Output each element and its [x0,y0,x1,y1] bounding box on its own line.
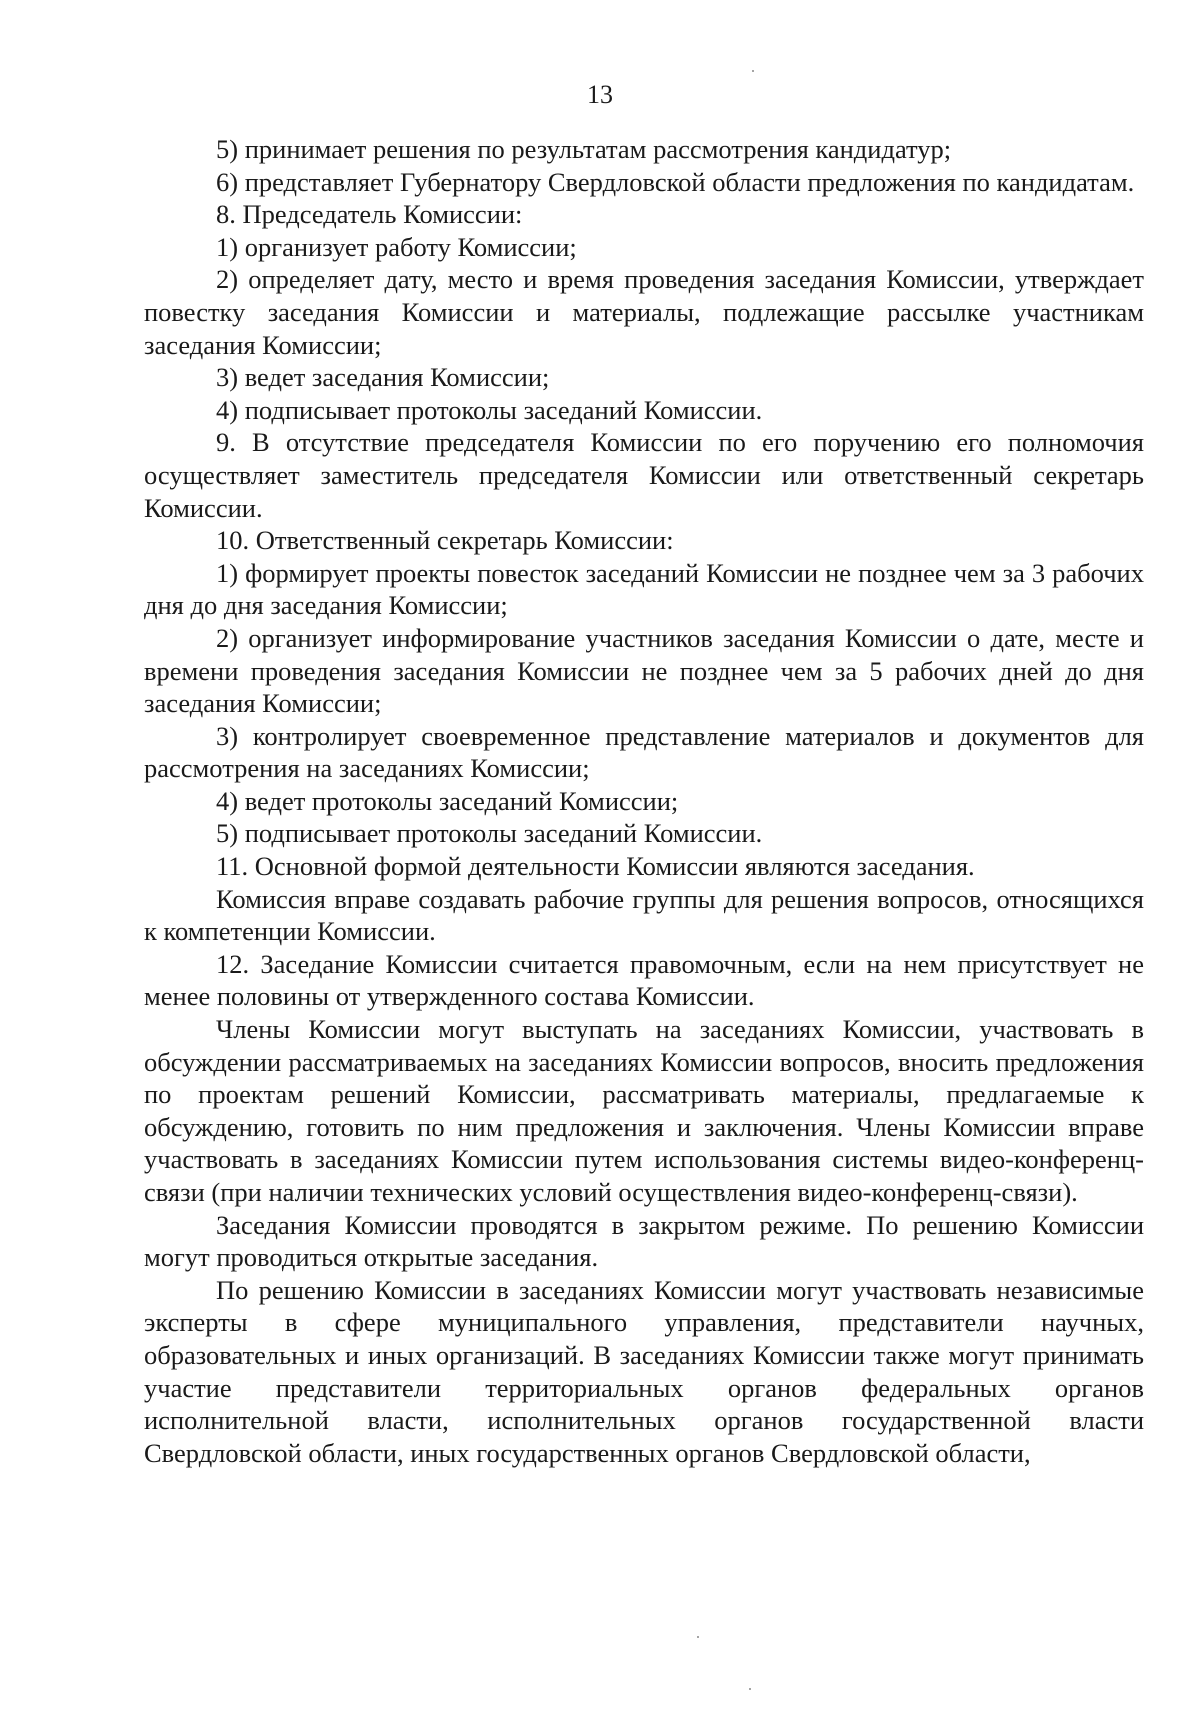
paragraph: 2) определяет дату, место и время проведения заседания Комиссии, утверждает повестку заседания Комиссии и материалы, подлежащие рассылке участникам заседания Комиссии; [144,264,1144,360]
paragraph: 8. Председатель Комиссии: [216,199,523,230]
paragraph: 9. В отсутствие председателя Комиссии по его поручению его полномочия осуществляет заместитель председателя Комиссии или ответственный секретарь Комиссии. [144,427,1144,523]
paragraph: Комиссия вправе создавать рабочие группы для решения вопросов, относящихся к компетенции Комиссии. [144,883,1144,947]
paragraph: 4) подписывает протоколы заседаний Комиссии. [216,394,763,425]
paragraph: 4) ведет протоколы заседаний Комиссии; [216,785,679,816]
paragraph: По решению Комиссии в заседаниях Комиссии могут участвовать независимые эксперты в сфере муниципального управления, представители научных, образовательных и иных организаций. В заседаниях Комиссии также могут принимать участие представители территориальных органов федеральных органов исполнительной власти, исполнительных органов государственной власти Свердловской области, иных государственных органов Свердловской области, [144,1274,1144,1468]
scan-speck [752,70,754,72]
paragraph: 5) принимает решения по результатам рассмотрения кандидатур; [216,134,952,164]
paragraph: 3) контролирует своевременное представление материалов и документов для рассмотрения на заседаниях Комиссии; [144,720,1144,784]
page-number: 13 [587,80,613,109]
paragraph: 6) представляет Губернатору Свердловской области предложения по кандидатам. [216,166,1135,197]
paragraph: Члены Комиссии могут выступать на заседаниях Комиссии, участвовать в обсуждении рассматриваемых на заседаниях Комиссии вопросов, вносить предложения по проектам решений Комиссии, рассматривать материалы, предлагаемые к обсуждению, готовить по ним предложения и заключения. Члены Комиссии вправе участвовать в заседаниях Комиссии путем использования системы видео-конференц-связи (при наличии технических условий осуществления видео-конференц-связи). [144,1014,1144,1207]
paragraph: 1) формирует проекты повесток заседаний Комиссии не позднее чем за 3 рабочих дня до дня заседания Комиссии; [144,557,1144,621]
paragraph: 2) организует информирование участников заседания Комиссии о дате, месте и времени проведения заседания Комиссии не позднее чем за 5 рабочих дней до дня заседания Комиссии; [144,622,1144,719]
paragraph: Заседания Комиссии проводятся в закрытом режиме. По решению Комиссии могут проводиться открытые заседания. [144,1209,1144,1273]
document-body [144,133,1144,1469]
paragraph: 11. Основной формой деятельности Комиссии являются заседания. [216,851,975,882]
paragraph: 10. Ответственный секретарь Комиссии: [216,525,674,556]
scan-speck [749,1688,751,1690]
paragraph: 5) подписывает протоколы заседаний Комиссии. [216,818,763,849]
paragraph: 1) организует работу Комиссии; [216,231,577,262]
paragraph: 12. Заседание Комиссии считается правомочным, если на нем присутствует не менее половины от утвержденного состава Комиссии. [144,948,1144,1012]
paragraph: 3) ведет заседания Комиссии; [216,362,550,393]
scan-speck [697,1636,699,1638]
